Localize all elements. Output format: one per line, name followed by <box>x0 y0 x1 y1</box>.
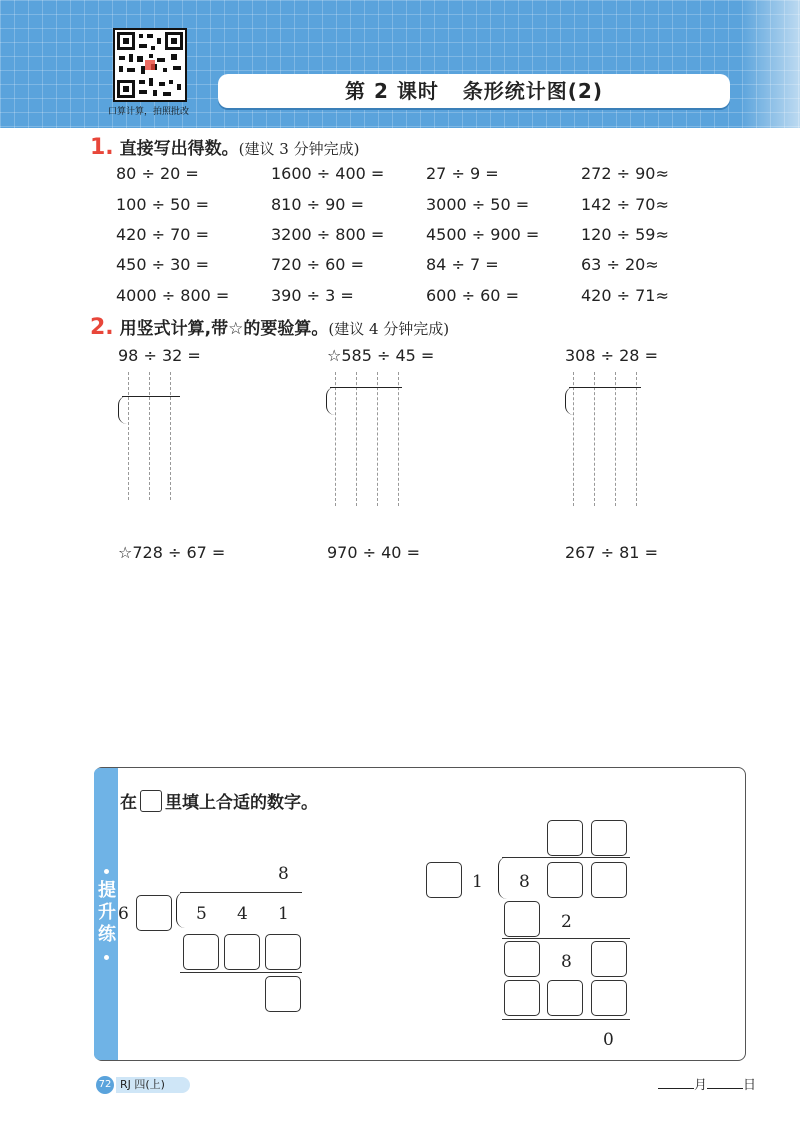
long-division-3: 308 ÷ 28 = <box>565 346 658 365</box>
day-blank[interactable] <box>707 1088 743 1089</box>
left-product-box-1[interactable] <box>183 934 219 970</box>
division-bracket <box>118 396 127 424</box>
problem-1-3: 27 ÷ 9 = <box>426 164 499 183</box>
problem-3-3: 4500 ÷ 900 = <box>426 225 540 244</box>
grade-label: RJ 四(上) <box>116 1077 190 1093</box>
right-dividend-box-1[interactable] <box>547 862 583 898</box>
left-divisor-box[interactable] <box>136 895 172 931</box>
left-division-bracket <box>176 892 185 928</box>
right-dividend-digit: 8 <box>519 872 530 892</box>
page-title: 第 2 课时 条形统计图(2) <box>345 79 603 103</box>
problem-3-1: 420 ÷ 70 = <box>116 225 209 244</box>
problem-2-3: 3000 ÷ 50 = <box>426 195 530 214</box>
digit-guide <box>615 372 616 506</box>
problem-3-4: 120 ÷ 59≈ <box>581 225 669 244</box>
right-partial-box-1[interactable] <box>504 941 540 977</box>
problem-2-2: 810 ÷ 90 = <box>271 195 364 214</box>
digit-guide <box>149 372 150 500</box>
left-dividend-digit-3: 1 <box>278 904 289 924</box>
problem-5-2: 390 ÷ 3 = <box>271 286 354 305</box>
left-product-box-2[interactable] <box>224 934 260 970</box>
problem-4-1: 450 ÷ 30 = <box>116 255 209 274</box>
right-product-digit: 2 <box>561 912 572 932</box>
long-division-1: 98 ÷ 32 = <box>118 346 201 365</box>
section-1-heading <box>90 134 359 160</box>
section-1-number: 1. <box>90 135 114 160</box>
section-2-number: 2. <box>90 315 114 340</box>
left-remainder-box[interactable] <box>265 976 301 1012</box>
division-bracket <box>326 387 335 415</box>
right-dividend-box-2[interactable] <box>591 862 627 898</box>
right-divisor-box[interactable] <box>426 862 462 898</box>
problem-5-4: 420 ÷ 71≈ <box>581 286 669 305</box>
digit-guide <box>335 372 336 506</box>
month-label: 月 <box>694 1078 708 1093</box>
right-product2-box-1[interactable] <box>504 980 540 1016</box>
section-1-note: (建议 3 分钟完成) <box>238 140 360 158</box>
right-product2-box-3[interactable] <box>591 980 627 1016</box>
section-1-title: 直接写出得数。 <box>119 139 239 159</box>
digit-guide <box>594 372 595 506</box>
right-divisor-digit: 1 <box>472 872 483 892</box>
right-partial-box-2[interactable] <box>591 941 627 977</box>
division-bar <box>330 387 402 388</box>
qr-caption: 口算计算，拍照批改 <box>108 107 190 117</box>
left-division-bar <box>180 892 302 893</box>
problem-2-4: 142 ÷ 70≈ <box>581 195 669 214</box>
instruction-prefix: 在 <box>120 793 137 813</box>
right-partial-digit: 8 <box>561 952 572 972</box>
problem-4-4: 63 ÷ 20≈ <box>581 255 659 274</box>
section-2-title: 用竖式计算,带☆的要验算。 <box>119 319 329 339</box>
month-blank[interactable] <box>658 1088 694 1089</box>
instruction-suffix: 里填上合适的数字。 <box>165 793 318 813</box>
practice-instruction <box>120 788 318 813</box>
problem-1-1: 80 ÷ 20 = <box>116 164 199 183</box>
digit-guide <box>128 372 129 500</box>
digit-guide <box>636 372 637 506</box>
page-number: 72 <box>96 1076 114 1094</box>
digit-guide <box>398 372 399 506</box>
problem-2-1: 100 ÷ 50 = <box>116 195 209 214</box>
right-subtract-line-2 <box>502 1019 630 1020</box>
problem-5-1: 4000 ÷ 800 = <box>116 286 230 305</box>
division-bar <box>122 396 180 397</box>
division-bar <box>569 387 641 388</box>
problem-4-3: 84 ÷ 7 = <box>426 255 499 274</box>
right-division-bar <box>502 857 630 858</box>
long-division-6: 267 ÷ 81 = <box>565 543 658 562</box>
section-2-heading <box>90 314 449 340</box>
qr-code[interactable] <box>113 28 187 102</box>
practice-side-label: 提升练 <box>98 880 116 945</box>
digit-guide <box>170 372 171 500</box>
long-division-5: 970 ÷ 40 = <box>327 543 420 562</box>
instruction-box-icon <box>140 790 162 812</box>
right-quotient-box-2[interactable] <box>591 820 627 856</box>
left-dividend-digit-1: 5 <box>196 904 207 924</box>
digit-guide <box>377 372 378 506</box>
left-subtract-line <box>180 972 302 973</box>
problem-4-2: 720 ÷ 60 = <box>271 255 364 274</box>
qr-pattern <box>115 30 185 100</box>
right-product2-box-2[interactable] <box>547 980 583 1016</box>
problem-3-2: 3200 ÷ 800 = <box>271 225 385 244</box>
long-division-4: ☆728 ÷ 67 = <box>118 543 226 562</box>
problem-5-3: 600 ÷ 60 = <box>426 286 519 305</box>
day-label: 日 <box>743 1078 757 1093</box>
title-bar <box>218 74 730 108</box>
digit-guide <box>356 372 357 506</box>
left-product-box-3[interactable] <box>265 934 301 970</box>
division-bracket <box>565 387 574 415</box>
left-quotient-digit: 8 <box>278 864 289 884</box>
right-product-box-1[interactable] <box>504 901 540 937</box>
long-division-2: ☆585 ÷ 45 = <box>327 346 435 365</box>
section-2-note: (建议 4 分钟完成) <box>328 320 450 338</box>
left-dividend-digit-2: 4 <box>237 904 248 924</box>
right-subtract-line-1 <box>502 938 630 939</box>
left-divisor-digit: 6 <box>118 904 129 924</box>
right-quotient-box-1[interactable] <box>547 820 583 856</box>
right-remainder-digit: 0 <box>603 1030 614 1050</box>
date-field <box>658 1074 756 1093</box>
side-dot <box>104 955 109 960</box>
right-division-bracket <box>498 857 507 899</box>
problem-1-2: 1600 ÷ 400 = <box>271 164 385 183</box>
side-dot <box>104 869 109 874</box>
problem-1-4: 272 ÷ 90≈ <box>581 164 669 183</box>
